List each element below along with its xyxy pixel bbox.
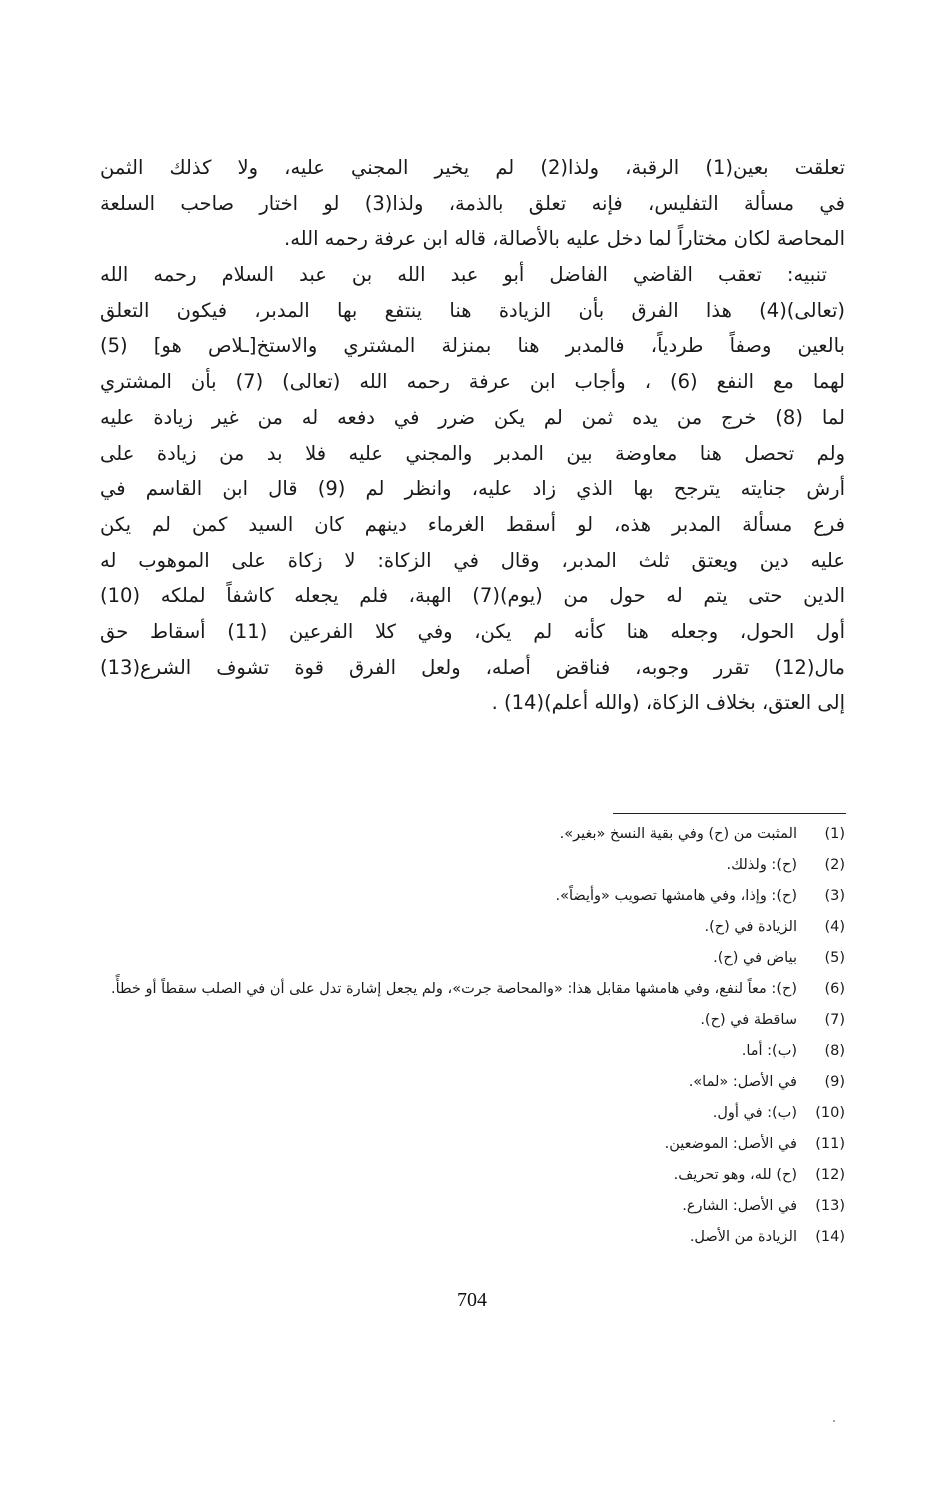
body-line: عليه دين ويعتق ثلث المدبر، وقال في الزكاة: لا زكاة على الموهوب له: [100, 548, 845, 572]
body-line: لما (8) خرج من يده ثمن لم يكن ضرر في دفعه له من غير زيادة عليه: [100, 405, 845, 429]
footnote-text: (ح): وإذا، وفي هامشها تصويب «وأيضاً».: [555, 888, 797, 904]
body-line: تنبيه: تعقب القاضي الفاضل أبو عبد الله بن عبد السلام رحمه الله: [100, 263, 827, 287]
footnote-separator: [613, 813, 846, 814]
footnote: [100, 881, 845, 912]
body-line: الدين حتى يتم له حول من (يوم)(7) الهبة، فلم يجعله كاشفاً لملكه (10): [100, 584, 845, 608]
footnote-text: بياض في (ح).: [713, 950, 797, 966]
footnote-number: (4): [824, 919, 845, 935]
body-line: أول الحول، وجعله هنا كأنه لم يكن، وفي كلا الفرعين (11) أسقاط حق: [100, 619, 845, 643]
footnote-number: (5): [824, 950, 845, 966]
footnote: [100, 1067, 845, 1098]
footnote-text: (ب): في أول.: [712, 1105, 797, 1121]
footnote: [100, 912, 845, 943]
footnote-number: (10): [815, 1105, 845, 1121]
footnote: [100, 819, 845, 850]
footnote: [100, 1098, 845, 1129]
footnote-number: (9): [824, 1074, 845, 1090]
body-line: مال(12) تقرر وجوبه، فناقض أصله، ولعل الفرق قوة تشوف الشرع(13): [100, 655, 845, 679]
main-text-block: [100, 150, 845, 721]
body-line: بالعين وصفاً طردياً، فالمدبر هنا بمنزلة المشتري والاستخ[ـلاص هو] (5): [100, 334, 845, 358]
footnote-number: (13): [815, 1198, 845, 1214]
footnote-text: (ح): معاً لنفع، وفي هامشها مقابل هذا: «والمحاصة جرت»، ولم يجعل إشارة تدل على أن في الصلب سقطاً أو خطأً.: [111, 981, 797, 997]
footnote-text: الزيادة من الأصل.: [689, 1229, 797, 1245]
body-line: أرش جنايته يترجح بها الذي زاد عليه، وانظر لم (9) قال ابن القاسم في: [100, 477, 845, 501]
footnote: [100, 1129, 845, 1160]
body-line: إلى العتق، بخلاف الزكاة، (والله أعلم)(14) .: [491, 691, 845, 715]
footnote-number: (1): [824, 826, 845, 842]
footnote-text: الزيادة في (ح).: [704, 919, 797, 935]
body-line: لهما مع النفع (6) ، وأجاب ابن عرفة رحمه الله (تعالى) (7) بأن المشتري: [100, 370, 845, 394]
footnote-text: في الأصل: الموضعين.: [664, 1136, 797, 1152]
scan-speck: [833, 1420, 835, 1422]
footnote-number: (11): [815, 1136, 845, 1152]
footnote-number: (12): [815, 1167, 845, 1183]
footnote-text: المثبت من (ح) وفي بقية النسخ «بغير».: [559, 826, 797, 842]
footnote-number: (7): [824, 1012, 845, 1028]
footnote-text: (ب): أما.: [741, 1043, 797, 1059]
footnote-text: في الأصل: الشارع.: [682, 1198, 797, 1214]
footnote: [100, 943, 845, 974]
footnote-text: (ح): ولذلك.: [726, 857, 797, 873]
footnote-number: (14): [815, 1229, 845, 1245]
footnote-number: (3): [824, 888, 845, 904]
body-line: المحاصة لكان مختاراً لما دخل عليه بالأصالة، قاله ابن عرفة رحمه الله.: [284, 227, 845, 251]
footnote: [100, 1160, 845, 1191]
footnote-text: ساقطة في (ح).: [700, 1012, 797, 1028]
footnote-number: (6): [824, 981, 845, 997]
footnote: [100, 1191, 845, 1222]
footnotes-list: [100, 819, 845, 1253]
footnote: [100, 850, 845, 881]
footnote: [100, 1036, 845, 1067]
footnote-number: (8): [824, 1043, 845, 1059]
body-line: في مسألة التفليس، فإنه تعلق بالذمة، ولذا(3) لو اختار صاحب السلعة: [100, 191, 845, 215]
footnote-text: (ح) لله، وهو تحريف.: [673, 1167, 797, 1183]
body-line: ولم تحصل هنا معاوضة بين المدبر والمجني عليه فلا بد من زيادة على: [100, 441, 845, 465]
footnote-text: في الأصل: «لما».: [688, 1074, 797, 1090]
page-number: 704: [457, 1289, 487, 1311]
body-line: تعلقت بعين(1) الرقبة، ولذا(2) لم يخير المجني عليه، ولا كذلك الثمن: [100, 156, 845, 179]
body-line: فرع مسألة المدبر هذه، لو أسقط الغرماء دينهم كان السيد كمن لم يكن: [100, 512, 845, 536]
footnote: [100, 974, 845, 1005]
footnote: [100, 1005, 845, 1036]
footnote-number: (2): [824, 857, 845, 873]
body-line: (تعالى)(4) هذا الفرق بأن الزيادة هنا ينتفع بها المدبر، فيكون التعلق: [100, 298, 845, 322]
footnote: [100, 1222, 845, 1253]
